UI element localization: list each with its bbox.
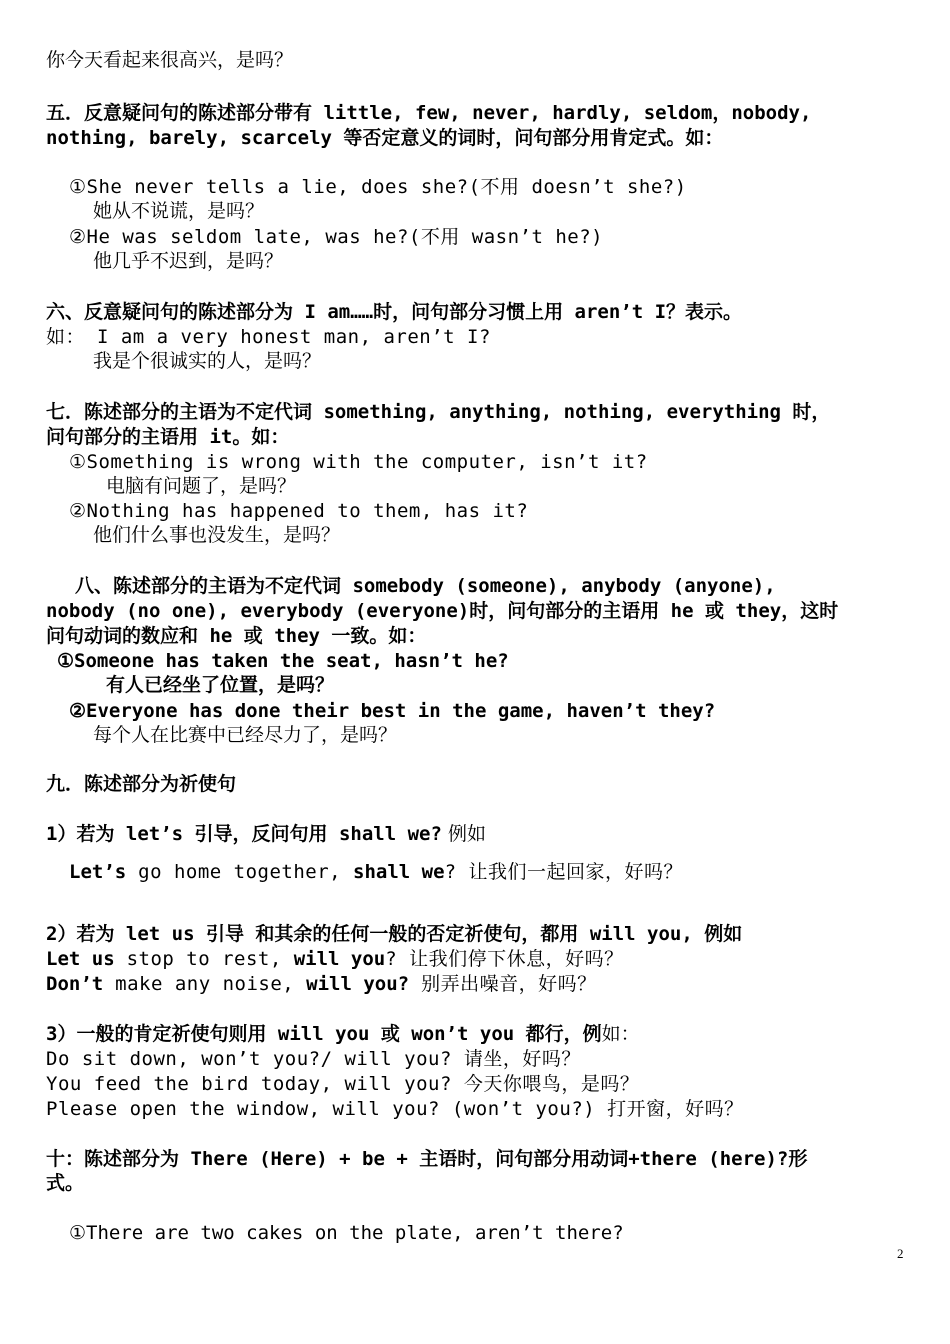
normal-fragment: stop to rest, xyxy=(114,948,294,970)
example-line: ①Someone has taken the seat, hasn’t he? xyxy=(57,650,509,672)
sub-heading-3 xyxy=(46,1022,640,1047)
section-10-heading-cont: 式。 xyxy=(46,1172,85,1194)
text-line: 你今天看起来很高兴，是吗？ xyxy=(46,49,294,71)
example-line xyxy=(69,860,683,885)
example-line: ②He was seldom late, was he?(不用 wasn’t he?) xyxy=(69,226,604,248)
normal-fragment: ? 让我们停下休息，好吗？ xyxy=(385,948,624,970)
normal-fragment: make any noise, xyxy=(103,973,307,995)
example-line xyxy=(46,947,624,972)
page-number: 2 xyxy=(897,1246,904,1261)
section-8-heading-cont: 问句动词的数应和 he 或 they 一致。如： xyxy=(46,625,427,647)
translation-line: 每个人在比赛中已经尽力了，是吗？ xyxy=(93,724,398,746)
example-line: ①Something is wrong with the computer, isn’t it? xyxy=(69,451,648,473)
example-line: ①There are two cakes on the plate, aren’t there? xyxy=(69,1222,624,1244)
bold-fragment: will you xyxy=(293,948,386,970)
section-7-heading: 七．陈述部分的主语为不定代词 something, anything, nothing, everything 时， xyxy=(46,401,831,423)
bold-fragment: Let us xyxy=(46,948,115,970)
translation-line: 有人已经坐了位置，是吗？ xyxy=(106,674,335,696)
normal-fragment: 别弄出噪音，好吗？ xyxy=(409,973,597,995)
example-line xyxy=(46,972,597,997)
translation-line: 电脑有问题了，是吗？ xyxy=(106,475,297,497)
example-line: You feed the bird today, will you? 今天你喂鸟，是吗？ xyxy=(46,1073,640,1095)
bold-fragment: Let’s xyxy=(69,861,127,883)
normal-fragment: ? 让我们一起回家，好吗？ xyxy=(444,861,683,883)
sub-heading-bold: 1）若为 let’s 引导，反问句用 shall we? xyxy=(46,823,442,845)
sub-heading-1 xyxy=(46,822,486,847)
example-line: ②Everyone has done their best in the game, haven’t they? xyxy=(69,700,716,722)
section-6-heading: 六、反意疑问句的陈述部分为 I am……时，问句部分习惯上用 aren’t I？表示。 xyxy=(46,301,743,323)
section-8-heading: 八、陈述部分的主语为不定代词 somebody (someone), anybody (anyone), xyxy=(75,575,776,597)
example-line: Do sit down, won’t you?/ will you? 请坐，好吗？ xyxy=(46,1048,581,1070)
bold-fragment: Don’t xyxy=(46,973,104,995)
translation-line: 她从不说谎，是吗？ xyxy=(93,200,265,222)
section-5-heading-cont: nothing, barely, scarcely 等否定意义的词时，问句部分用肯定式。如： xyxy=(46,127,724,149)
bold-fragment: will you? xyxy=(306,973,410,995)
translation-line: 他们什么事也没发生，是吗？ xyxy=(93,524,341,546)
sub-heading-bold: 3）一般的肯定祈使句则用 will you 或 won’t you 都行，例 xyxy=(46,1023,602,1045)
example-line: ②Nothing has happened to them, has it? xyxy=(69,500,529,522)
section-7-heading-cont: 问句部分的主语用 it。如： xyxy=(46,426,290,448)
translation-line: 我是个很诚实的人，是吗？ xyxy=(93,350,322,372)
bold-fragment: shall we xyxy=(353,861,445,883)
example-line: ①She never tells a lie, does she?(不用 doesn’t she?) xyxy=(69,176,687,198)
sub-heading-2: 2）若为 let us 引导 和其余的任何一般的否定祈使句，都用 will you, 例如 xyxy=(46,923,743,945)
section-9-heading: 九．陈述部分为祈使句 xyxy=(46,773,237,795)
normal-fragment: go home together, xyxy=(126,861,354,883)
example-line: 如： I am a very honest man, aren’t I? xyxy=(46,326,491,348)
sub-heading-normal: 如： xyxy=(601,1023,640,1045)
translation-line: 他几乎不迟到，是吗？ xyxy=(93,250,284,272)
section-5-heading: 五．反意疑问句的陈述部分带有 little, few, never, hardly, seldom，nobody, xyxy=(46,102,812,124)
sub-heading-normal: 例如 xyxy=(441,823,486,845)
example-line: Please open the window, will you? (won’t you?) 打开窗，好吗？ xyxy=(46,1098,744,1120)
section-8-heading-cont: nobody (no one), everybody (everyone)时，问句部分的主语用 he 或 they，这时 xyxy=(46,600,839,622)
section-10-heading: 十：陈述部分为 There (Here) + be + 主语时，问句部分用动词+there (here)?形 xyxy=(46,1148,808,1170)
